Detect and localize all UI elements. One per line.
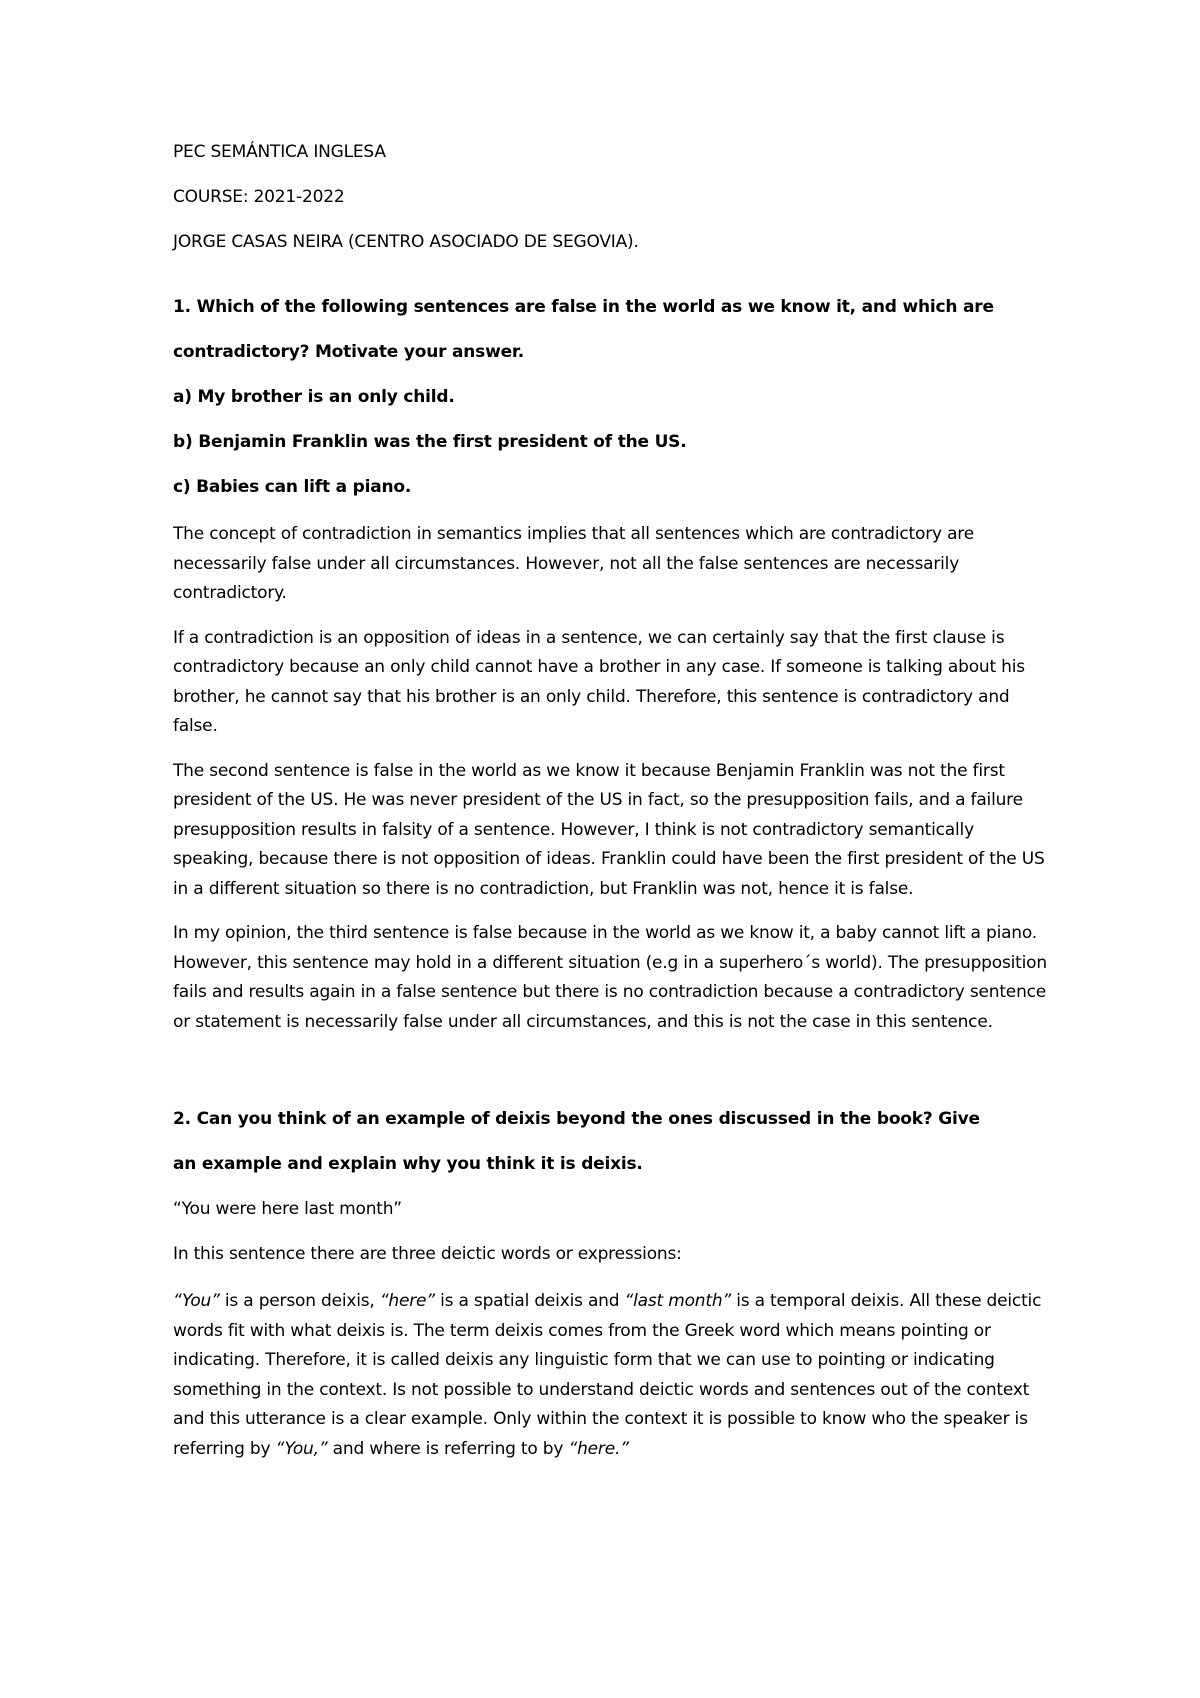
deixis-intro: In this sentence there are three deictic words or expressions: (173, 1244, 682, 1264)
spacer (173, 275, 1053, 295)
document-page (173, 140, 1053, 1479)
answer-1-paragraph-2: If a contradiction is an opposition of ideas in a sentence, we can certainly say that the first clause is contradictory because an only child cannot have a brother in any case. If someone is talking about his brother, he cannot say that his brother is an only child. Therefore, this sentence is contradictory and false. (173, 627, 1025, 736)
question-1-line-1: 1. Which of the following sentences are false in the world as we know it, and which are (173, 297, 994, 317)
term-here-2: “here.” (568, 1438, 629, 1459)
answer-1-paragraph-3: The second sentence is false in the world as we know it because Benjamin Franklin was not the first president of the US. He was never president of the US in fact, so the presupposition fails, and a failure presupposition results in falsity of a sentence. However, I think is not contradictory semantically speaking, because there is not opposition of ideas. Franklin could have been the first president of the US in a different situation so there is no contradiction, but Franklin was not, hence it is false. (173, 760, 1045, 899)
answer-1-paragraph-4: In my opinion, the third sentence is false because in the world as we know it, a baby cannot lift a piano. However, this sentence may hold in a different situation (e.g in a superhero´s world). The presupposition fails and results again in a false sentence but there is no contradiction because a contradictory sentence or statement is necessarily false under all circumstances, and this is not the case in this sentence. (173, 923, 1047, 1032)
document-title: PEC SEMÁNTICA INGLESA (173, 142, 386, 162)
course-line: COURSE: 2021-2022 (173, 187, 345, 207)
author-line: JORGE CASAS NEIRA (CENTRO ASOCIADO DE SEGOVIA). (173, 232, 639, 252)
question-2-line-2: an example and explain why you think it is deixis. (173, 1154, 643, 1174)
term-here: “here” (379, 1291, 435, 1311)
answer-2-paragraph (173, 1287, 1053, 1464)
answer-2-text-1: is a person deixis, (219, 1291, 380, 1311)
answer-1-paragraph-1: The concept of contradiction in semantics implies that all sentences which are contradictory are necessarily false under all circumstances. However, not all the false sentences are necessarily contradictory. (173, 524, 974, 603)
spacer (173, 1052, 1053, 1107)
term-you-2: “You,” (275, 1438, 328, 1459)
answer-2-text-3: is a temporal deixis. All these deictic words fit with what deixis is. The term deixis comes from the Greek word which means pointing or indicating. Therefore, it is called deixis any linguistic form that we can use to pointing or indicating something in the context. Is not possible to understand deictic words and sentences out of the context and this utterance is a clear example. Only within the context it is possible to know who the speaker is referring by (173, 1291, 1042, 1459)
question-1-item-b: b) Benjamin Franklin was the first president of the US. (173, 432, 687, 452)
term-you: “You” (173, 1291, 220, 1311)
question-1-item-a: a) My brother is an only child. (173, 387, 455, 407)
answer-2-text-2: is a spatial deixis and (434, 1291, 625, 1311)
term-last-month: “last month” (624, 1291, 732, 1311)
question-1-item-c: c) Babies can lift a piano. (173, 477, 412, 497)
deixis-example: “You were here last month” (173, 1199, 402, 1219)
answer-2-text-4: and where is referring to by (327, 1438, 569, 1459)
question-1-line-2: contradictory? Motivate your answer. (173, 342, 524, 362)
question-2-line-1: 2. Can you think of an example of deixis beyond the ones discussed in the book? Give (173, 1109, 980, 1129)
